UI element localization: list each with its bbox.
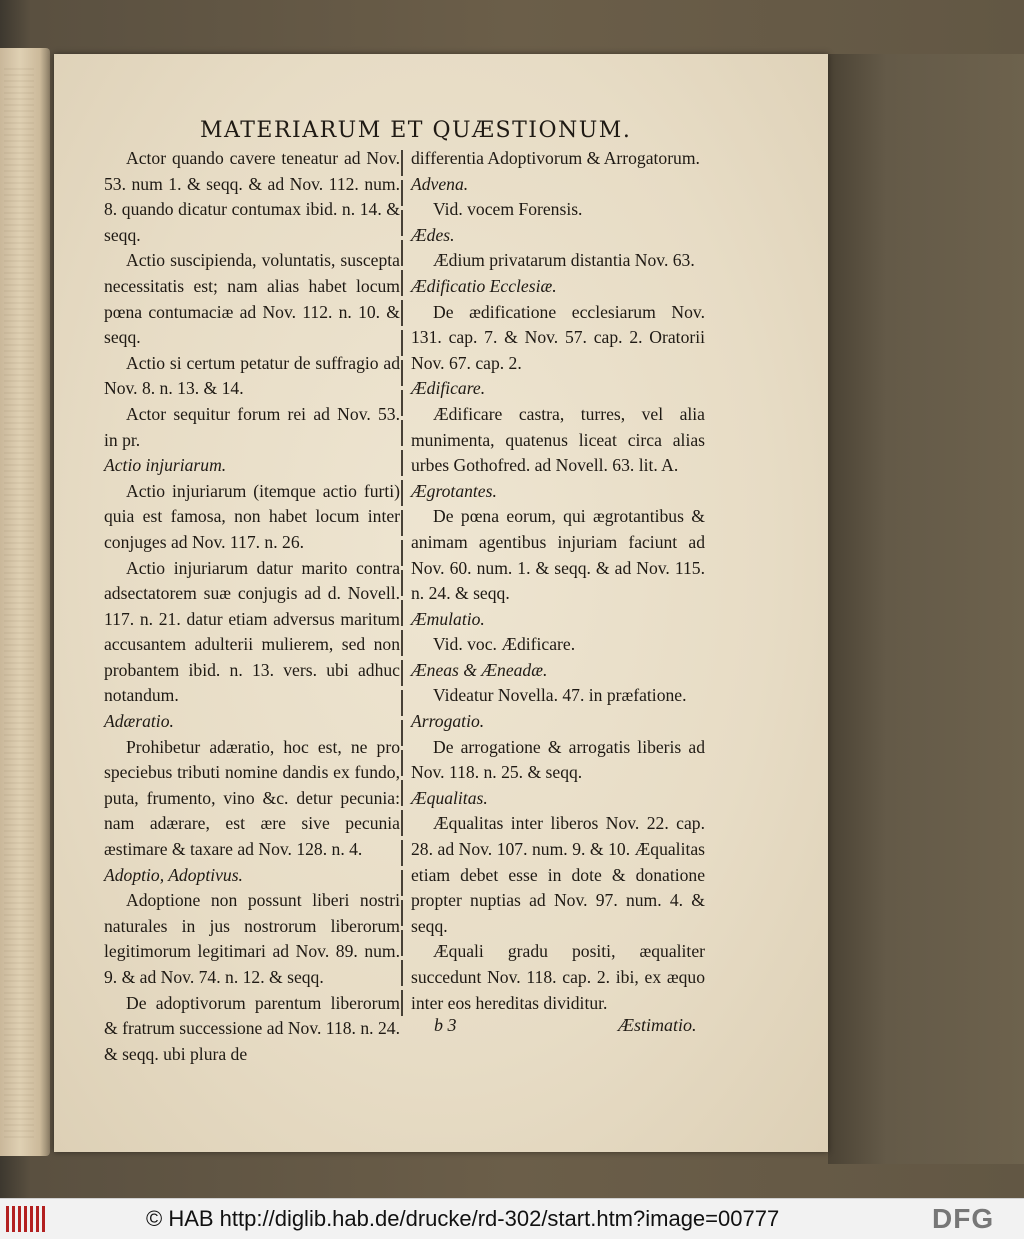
index-heading: Ædes.: [411, 224, 455, 245]
column-divider: [401, 150, 403, 1016]
right-column: [411, 146, 705, 1016]
index-entry: Adoptione non possunt liberi nostri naturales in jus nostrorum liberorum legitimorum legitimari ad Nov. 89. num. 9. & ad Nov. 74. n. 12. & seqq.: [104, 890, 400, 987]
index-entry: De pœna eorum, qui ægrotantibus & animam agentibus injuriam faciunt ad Nov. 60. num. 1. & seqq. & ad Nov. 115. n. 24. & seqq.: [411, 506, 705, 604]
index-entry: Æquali gradu positi, æqualiter succedunt Nov. 118. cap. 2. ibi, ex æquo inter eos hereditas dividitur.: [411, 941, 705, 1013]
scan-right-margin: [828, 54, 1024, 1164]
running-head: MATERIARUM ET QUÆSTIONUM.: [200, 118, 632, 143]
index-entry: Ædificare castra, turres, vel alia munimenta, quatenus liceat circa alias urbes Gothofred. ad Novell. 63. lit. A.: [411, 403, 705, 476]
index-heading: Æmulatio.: [411, 608, 485, 629]
catchword: Æstimatio.: [618, 1015, 697, 1035]
index-entry: Videatur Novella. 47. in præfatione.: [433, 685, 687, 706]
signature-mark: b 3: [434, 1015, 457, 1035]
index-heading: Actio injuriarum.: [104, 455, 227, 476]
index-entry: Vid. voc. Ædificare.: [433, 634, 576, 655]
previous-page-edge: [0, 48, 50, 1156]
index-entry: Actio injuriarum datur marito contra adsectatorem suæ conjugis ad d. Novell. 117. n. 21. datur etiam adversus maritum accusantem adulterii mulierem, sed non probantem ibid. n. 13. vers. ubi adhuc notandum.: [104, 557, 400, 706]
index-heading: Adæratio.: [104, 711, 174, 732]
index-entry: De arrogatione & arrogatis liberis ad Nov. 118. n. 25. & seqq.: [411, 736, 705, 783]
index-heading: Ægrotantes.: [411, 480, 497, 501]
index-heading: Æqualitas.: [411, 787, 488, 808]
index-entry: Prohibetur adæratio, hoc est, ne pro speciebus tributi nomine dandis ex fundo, puta, frumento, vino &c. detur pecunia: nam adærare, est ære sive pecunia æstimare & taxare ad Nov. 128. n. 4.: [104, 736, 400, 860]
index-heading: Æneas & Æneadæ.: [411, 659, 548, 680]
index-entry: De ædificatione ecclesiarum Nov. 131. cap. 7. & Nov. 57. cap. 2. Oratorii Nov. 67. cap. 2.: [411, 301, 705, 373]
index-entry: Vid. vocem Forensis.: [433, 199, 583, 220]
index-entry: Actio si certum petatur de suffragio ad Nov. 8. n. 13. & 14.: [104, 352, 400, 399]
index-entry: De adoptivorum parentum liberorum & fratrum successione ad Nov. 118. n. 24. & seqq. ubi plura de: [104, 992, 400, 1064]
index-entry: Actio injuriarum (itemque actio furti) quia est famosa, non habet locum inter conjuges ad Nov. 117. n. 26.: [104, 480, 400, 552]
index-entry: differentia Adoptivorum & Arrogatorum.: [411, 148, 700, 168]
index-heading: Advena.: [411, 173, 469, 194]
index-heading: Ædificatio Ecclesiæ.: [411, 275, 557, 296]
left-column: [104, 146, 400, 1067]
index-entry: Actor sequitur forum rei ad Nov. 53. in pr.: [104, 403, 400, 450]
index-entry: Actio suscipienda, voluntatis, suscepta necessitatis est; nam alias habet locum pœna contumaciæ ad Nov. 112. n. 10. & seqq.: [104, 250, 400, 348]
index-entry: Actor quando cavere teneatur ad Nov. 53. num 1. & seqq. & ad Nov. 112. num. 8. quando dicatur contumax ibid. n. 14. & seqq.: [104, 148, 400, 245]
index-heading: Adoptio, Adoptivus.: [104, 864, 243, 885]
copyright-url[interactable]: © HAB http://diglib.hab.de/drucke/rd-302/start.htm?image=00777: [146, 1206, 780, 1231]
index-entry: Æqualitas inter liberos Nov. 22. cap. 28. ad Nov. 107. num. 9. & 10. Æqualitas etiam debet esse in dote & donatione propter nuptias ad Nov. 97. num. 4. & seqq.: [411, 813, 705, 936]
hab-logo-icon[interactable]: [6, 1206, 46, 1232]
page-edge-texture: [4, 68, 34, 1138]
index-heading: Ædificare.: [411, 378, 486, 399]
dfg-logo[interactable]: DFG: [932, 1203, 995, 1234]
index-heading: Arrogatio.: [411, 711, 485, 732]
index-entry: Ædium privatarum distantia Nov. 63.: [433, 250, 695, 271]
viewer-footer: [0, 1198, 1024, 1239]
